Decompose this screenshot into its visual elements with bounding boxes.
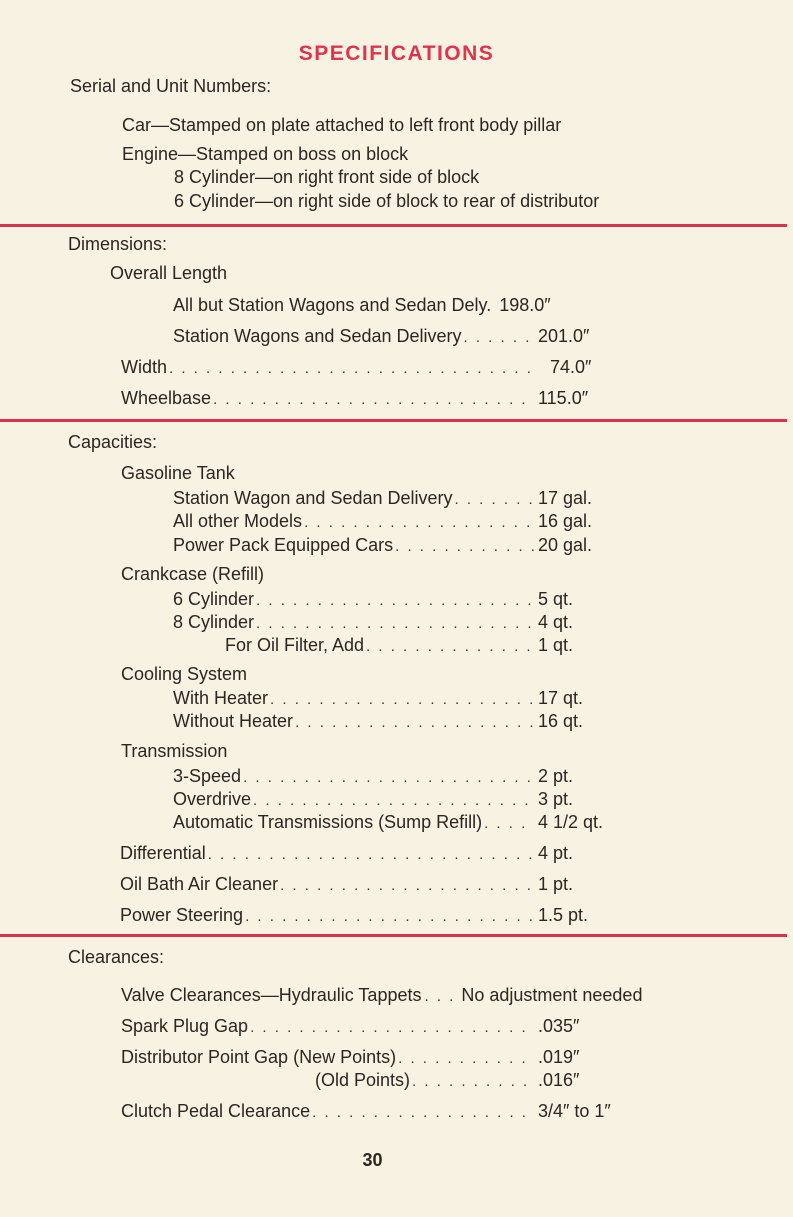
- dot-leader: [366, 636, 534, 658]
- spec-value: 2 pt.: [538, 766, 574, 786]
- spec-label: Spark Plug Gap: [121, 1016, 249, 1036]
- dot-leader: [270, 689, 534, 711]
- spec-value: 1 qt.: [538, 635, 574, 655]
- overall-length-label: Overall Length: [110, 263, 228, 283]
- spec-value: 20 gal.: [538, 535, 593, 555]
- spec-value: No adjustment needed: [461, 985, 643, 1005]
- spec-value: .016″: [538, 1070, 580, 1090]
- spec-value: 74.0″: [550, 357, 592, 377]
- spec-row: [121, 1100, 648, 1124]
- dot-leader: [304, 512, 534, 534]
- spec-label: Automatic Transmissions (Sump Refill): [173, 812, 483, 832]
- spec-value: 4 1/2 qt.: [538, 812, 604, 832]
- spec-value: 17 gal.: [538, 488, 593, 508]
- spec-label: Power Steering: [120, 905, 244, 925]
- spec-label: Power Pack Equipped Cars: [173, 535, 394, 555]
- spec-value: 16 qt.: [538, 711, 584, 731]
- spec-label: (Old Points): [315, 1070, 411, 1090]
- dot-leader: [169, 358, 534, 380]
- serial-heading: Serial and Unit Numbers:: [70, 76, 272, 96]
- section-divider: [0, 419, 787, 422]
- spec-row: [173, 765, 648, 789]
- dot-leader: [455, 489, 534, 511]
- spec-label: With Heater: [173, 688, 269, 708]
- spec-value: 3/4″ to 1″: [538, 1101, 611, 1121]
- dot-leader: [250, 1017, 534, 1039]
- dot-leader: [256, 613, 534, 635]
- dot-leader: [412, 1071, 534, 1093]
- spec-label: Clutch Pedal Clearance: [121, 1101, 311, 1121]
- spec-row: [173, 588, 648, 612]
- spec-row: [120, 873, 648, 897]
- cooling-system-label: Cooling System: [121, 664, 248, 684]
- spec-value: 1.5 pt.: [538, 905, 589, 925]
- spec-label: Differential: [120, 843, 206, 863]
- dot-leader: [484, 813, 534, 835]
- spec-row: [173, 534, 648, 558]
- gasoline-tank-label: Gasoline Tank: [121, 463, 235, 483]
- dot-leader: [256, 590, 534, 612]
- spec-row: [121, 387, 648, 411]
- spec-label: Oil Bath Air Cleaner: [120, 874, 279, 894]
- spec-row: [173, 788, 648, 812]
- spec-row: [173, 687, 648, 711]
- spec-value: 115.0″: [538, 388, 589, 408]
- dot-leader: [208, 844, 534, 866]
- spec-row: [173, 325, 648, 349]
- dot-leader: [245, 906, 534, 928]
- spec-label: Overdrive: [173, 789, 252, 809]
- dot-leader: [312, 1102, 534, 1124]
- spec-label: All other Models: [173, 511, 303, 531]
- spec-label: Without Heater: [173, 711, 294, 731]
- spec-row: [315, 1069, 648, 1093]
- spec-value: .035″: [538, 1016, 580, 1036]
- spec-row: [120, 842, 648, 866]
- spec-value: 4 pt.: [538, 843, 574, 863]
- spec-row: [173, 294, 648, 316]
- spec-value: 4 qt.: [538, 612, 574, 632]
- spec-label: Width: [121, 357, 168, 377]
- spec-label: Distributor Point Gap (New Points): [121, 1047, 397, 1067]
- spec-row: [121, 1015, 648, 1039]
- dot-leader: [280, 875, 534, 897]
- transmission-label: Transmission: [121, 741, 228, 761]
- clearances-heading: Clearances:: [68, 947, 165, 967]
- spec-label: Wheelbase: [121, 388, 212, 408]
- spec-row: [121, 356, 648, 380]
- spec-row: [173, 710, 648, 734]
- spec-row: [173, 611, 648, 635]
- serial-car-text: Car—Stamped on plate attached to left front body pillar: [122, 115, 562, 135]
- serial-eight-cyl-text: 8 Cylinder—on right front side of block: [174, 167, 480, 187]
- spec-value: 198.0″: [499, 295, 551, 315]
- dimensions-heading: Dimensions:: [68, 234, 168, 254]
- spec-value: 1 pt.: [538, 874, 574, 894]
- spec-row: [173, 487, 648, 511]
- spec-row: [120, 904, 648, 928]
- spec-row: [225, 634, 648, 658]
- dot-leader: . . .: [424, 988, 456, 1005]
- dot-leader: [253, 790, 534, 812]
- capacities-heading: Capacities:: [68, 432, 158, 452]
- section-divider: [0, 934, 787, 937]
- spec-value: 16 gal.: [538, 511, 593, 531]
- spec-row: [173, 811, 648, 835]
- spec-label: 8 Cylinder: [173, 612, 255, 632]
- spec-label: All but Station Wagons and Sedan Dely.: [173, 295, 492, 315]
- dot-leader: [395, 536, 534, 558]
- spec-value: 3 pt.: [538, 789, 574, 809]
- page-title: SPECIFICATIONS: [298, 42, 495, 65]
- spec-value: .019″: [538, 1047, 580, 1067]
- dot-leader: [464, 327, 534, 349]
- dot-leader: [295, 712, 534, 734]
- crankcase-label: Crankcase (Refill): [121, 564, 265, 584]
- spec-row: [121, 984, 721, 1008]
- serial-six-cyl-text: 6 Cylinder—on right side of block to rear of distributor: [174, 191, 600, 211]
- spec-label: Station Wagons and Sedan Delivery: [173, 326, 462, 346]
- spec-value: 201.0″: [538, 326, 590, 346]
- spec-row: [173, 510, 648, 534]
- serial-engine-text: Engine—Stamped on boss on block: [122, 144, 409, 164]
- spec-label: For Oil Filter, Add: [225, 635, 365, 655]
- spec-label: Station Wagon and Sedan Delivery: [173, 488, 453, 508]
- dot-leader: [398, 1048, 534, 1070]
- spec-label: Valve Clearances—Hydraulic Tappets: [121, 985, 422, 1005]
- dot-leader: [213, 389, 534, 411]
- dot-leader: [243, 767, 534, 789]
- spec-value: 5 qt.: [538, 589, 574, 609]
- section-divider: [0, 224, 787, 227]
- spec-label: 3-Speed: [173, 766, 242, 786]
- spec-row: [121, 1046, 648, 1070]
- spec-label: 6 Cylinder: [173, 589, 255, 609]
- spec-value: 17 qt.: [538, 688, 584, 708]
- page-number: 30: [362, 1150, 383, 1170]
